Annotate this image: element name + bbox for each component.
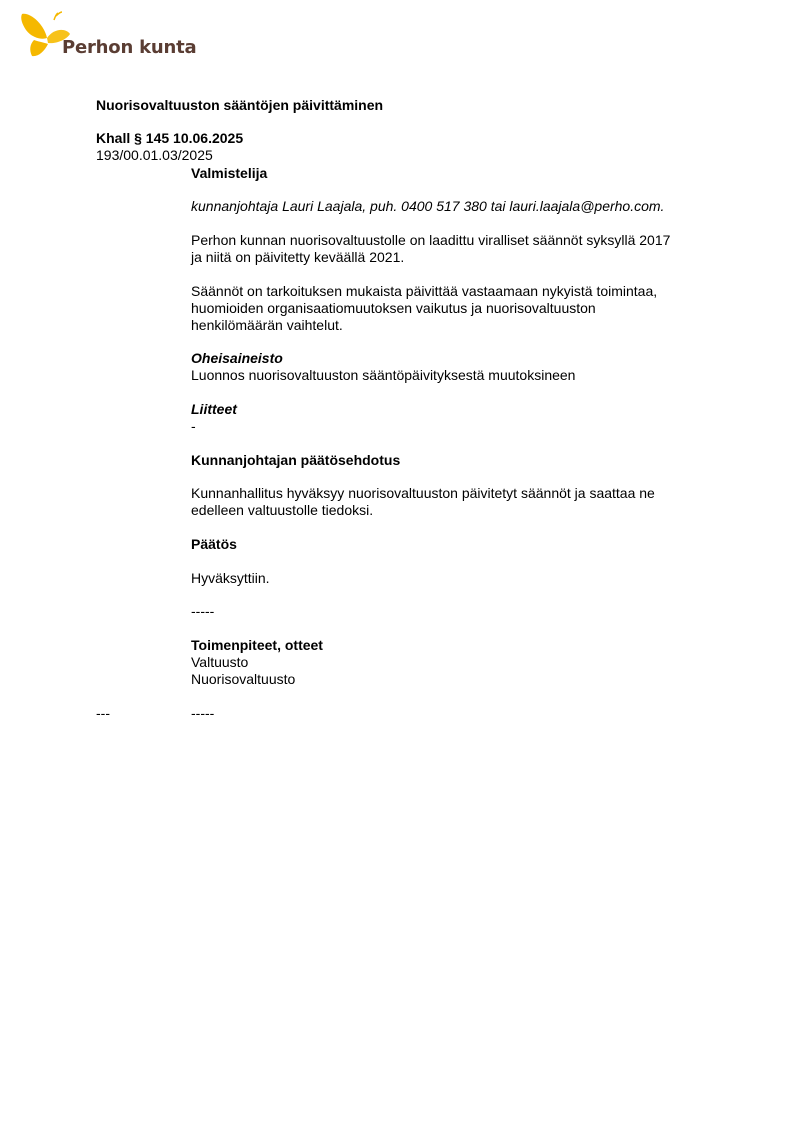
paragraph-line: henkilömäärän vaihtelut. — [191, 317, 343, 333]
perho-logo — [20, 10, 197, 62]
decision-text: Hyväksyttiin. — [191, 570, 270, 586]
actions-item: Valtuusto — [191, 654, 249, 670]
document-title: Nuorisovaltuuston sääntöjen päivittäminen — [96, 97, 384, 113]
proposal-line: edelleen valtuustolle tiedoksi. — [191, 502, 374, 518]
meeting-reference: Khall § 145 10.06.2025 — [96, 130, 244, 146]
attachments-text: Luonnos nuorisovaltuuston sääntöpäivityksestä muutoksineen — [191, 367, 576, 383]
separator: ----- — [191, 603, 215, 619]
paragraph-line: Perhon kunnan nuorisovaltuustolle on laadittu viralliset säännöt syksyllä 2017 — [191, 232, 671, 248]
proposal-line: Kunnanhallitus hyväksyy nuorisovaltuuston päivitetyt säännöt ja saattaa ne — [191, 485, 655, 501]
actions-heading: Toimenpiteet, otteet — [191, 637, 323, 653]
paragraph-line: ja niitä on päivitetty keväällä 2021. — [191, 249, 405, 265]
logo-text: Perhon kunta — [62, 37, 197, 58]
paragraph-line: huomioiden organisaatiomuutoksen vaikutus ja nuorisovaltuuston — [191, 300, 596, 316]
footer-separator-left: --- — [96, 705, 110, 721]
attachments-heading: Oheisaineisto — [191, 350, 283, 366]
footer-separator-right: ----- — [191, 705, 215, 721]
appendices-heading: Liitteet — [191, 401, 237, 417]
preparer-heading: Valmistelija — [191, 165, 268, 181]
decision-heading: Päätös — [191, 536, 237, 552]
actions-item: Nuorisovaltuusto — [191, 671, 296, 687]
diary-number: 193/00.01.03/2025 — [96, 147, 213, 163]
appendices-text: - — [191, 418, 196, 434]
proposal-heading: Kunnanjohtajan päätösehdotus — [191, 452, 401, 468]
preparer-text: kunnanjohtaja Lauri Laajala, puh. 0400 517 380 tai lauri.laajala@perho.com. — [191, 198, 665, 214]
paragraph-line: Säännöt on tarkoituksen mukaista päivittää vastaamaan nykyistä toimintaa, — [191, 283, 658, 299]
